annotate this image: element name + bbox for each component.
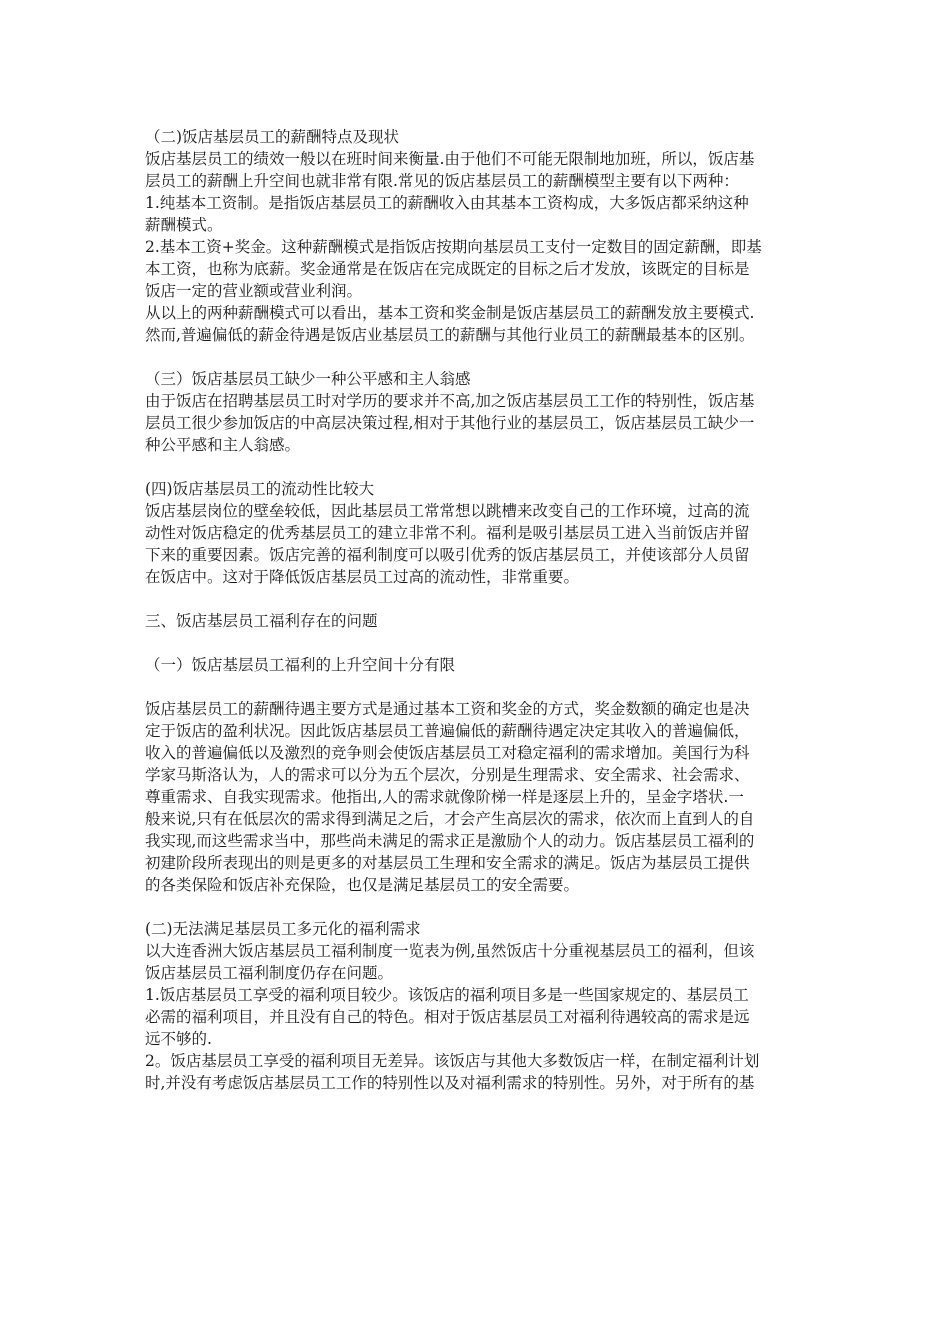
chapter-heading-3: 三、饭店基层员工福利存在的问题 [145, 612, 378, 630]
section-heading-4: (四)饭店基层员工的流动性比较大 [145, 480, 375, 498]
paragraph-line: 饭店一定的营业额或营业利润。 [145, 282, 363, 300]
paragraph-line: 必需的福利项目，并且没有自己的特色。相对于饭店基层员工对福利待遇较高的需求是远 [145, 1008, 750, 1026]
paragraph-line: 种公平感和主人翁感。 [145, 436, 301, 454]
paragraph-gap [145, 632, 805, 654]
paragraph-line: 1.饭店基层员工享受的福利项目较少。该饭店的福利项目多是一些国家规定的、基层员工 [145, 986, 749, 1004]
paragraph-line: 由于饭店在招聘基层员工时对学历的要求并不高,加之饭店基层员工工作的特别性，饭店基 [145, 392, 755, 410]
paragraph-line: 我实现,而这些需求当中，那些尚未满足的需求正是激励个人的动力。饭店基层员工福利的 [145, 832, 755, 850]
paragraph-line: 从以上的两种薪酬模式可以看出，基本工资和奖金制是饭店基层员工的薪酬发放主要模式. [145, 304, 755, 322]
paragraph-line: 层员工很少参加饭店的中高层决策过程,相对于其他行业的基层员工，饭店基层员工缺少一 [145, 414, 755, 432]
paragraph-line: 尊重需求、自我实现需求。他指出,人的需求就像阶梯一样是逐层上升的，呈金字塔状.一 [145, 788, 744, 806]
paragraph-line: 在饭店中。这对于降低饭店基层员工过高的流动性，非常重要。 [145, 568, 580, 586]
paragraph-line: 动性对饭店稳定的优秀基层员工的建立非常不利。福利是吸引基层员工进入当前饭店并留 [145, 524, 750, 542]
paragraph-line: 2.基本工资+奖金。这种薪酬模式是指饭店按期向基层员工支付一定数目的固定薪酬，即基 [145, 238, 762, 256]
paragraph-line: 层员工的薪酬上升空间也就非常有限.常见的饭店基层员工的薪酬模型主要有以下两种： [145, 172, 739, 190]
paragraph-line: 饭店基层员工的薪酬待遇主要方式是通过基本工资和奖金的方式，奖金数额的确定也是决 [145, 700, 750, 718]
section-heading-2: （二)饭店基层员工的薪酬特点及现状 [145, 128, 400, 146]
paragraph-line: 饭店基层员工福利制度仍存在问题。 [145, 964, 394, 982]
paragraph-line: 的各类保险和饭店补充保险，也仅是满足基层员工的安全需要。 [145, 876, 580, 894]
paragraph-line: 2。饭店基层员工享受的福利项目无差异。该饭店与其他大多数饭店一样，在制定福利计划 [145, 1052, 760, 1070]
paragraph-line: 然而,普遍偏低的薪金待遇是饭店业基层员工的薪酬与其他行业员工的薪酬最基本的区别。 [145, 326, 755, 344]
section-heading-3: （三）饭店基层员工缺少一种公平感和主人翁感 [145, 370, 471, 388]
paragraph-gap [145, 346, 805, 368]
paragraph-line: 薪酬模式。 [145, 216, 223, 234]
paragraph-line: 远不够的. [145, 1030, 212, 1048]
paragraph-gap [145, 676, 805, 698]
paragraph-line: 下来的重要因素。饭店完善的福利制度可以吸引优秀的饭店基层员工，并使该部分人员留 [145, 546, 750, 564]
paragraph-gap [145, 456, 805, 478]
section-heading-1: （一）饭店基层员工福利的上升空间十分有限 [145, 656, 456, 674]
paragraph-line: 收入的普遍偏低以及激烈的竞争则会使饭店基层员工对稳定福利的需求增加。美国行为科 [145, 744, 750, 762]
paragraph-line: 时,并没有考虑饭店基层员工工作的特别性以及对福利需求的特别性。另外，对于所有的基 [145, 1074, 755, 1092]
paragraph-line: 饭店基层员工的绩效一般以在班时间来衡量.由于他们不可能无限制地加班，所以，饭店基 [145, 150, 755, 168]
paragraph-line: 定于饭店的盈利状况。因此饭店基层员工普遍偏低的薪酬待遇定决定其收入的普遍偏低， [145, 722, 750, 740]
paragraph-line: 初建阶段所表现出的则是更多的对基层员工生理和安全需求的满足。饭店为基层员工提供 [145, 854, 750, 872]
paragraph-line: 学家马斯洛认为，人的需求可以分为五个层次，分别是生理需求、安全需求、社会需求、 [145, 766, 750, 784]
paragraph-line: 1.纯基本工资制。是指饭店基层员工的薪酬收入由其基本工资构成，大多饭店都采纳这种 [145, 194, 749, 212]
paragraph-gap [145, 588, 805, 610]
paragraph-line: 饭店基层岗位的壁垒较低，因此基层员工常常想以跳槽来改变自己的工作环境，过高的流 [145, 502, 750, 520]
section-heading-2b: (二)无法满足基层员工多元化的福利需求 [145, 920, 421, 938]
paragraph-line: 本工资，也称为底薪。奖金通常是在饭店在完成既定的目标之后才发放，该既定的目标是 [145, 260, 750, 278]
paragraph-gap [145, 896, 805, 918]
paragraph-line: 般来说,只有在低层次的需求得到满足之后，才会产生高层次的需求，依次而上直到人的自 [145, 810, 755, 828]
paragraph-line: 以大连香洲大饭店基层员工福利制度一览表为例,虽然饭店十分重视基层员工的福利，但该 [145, 942, 755, 960]
